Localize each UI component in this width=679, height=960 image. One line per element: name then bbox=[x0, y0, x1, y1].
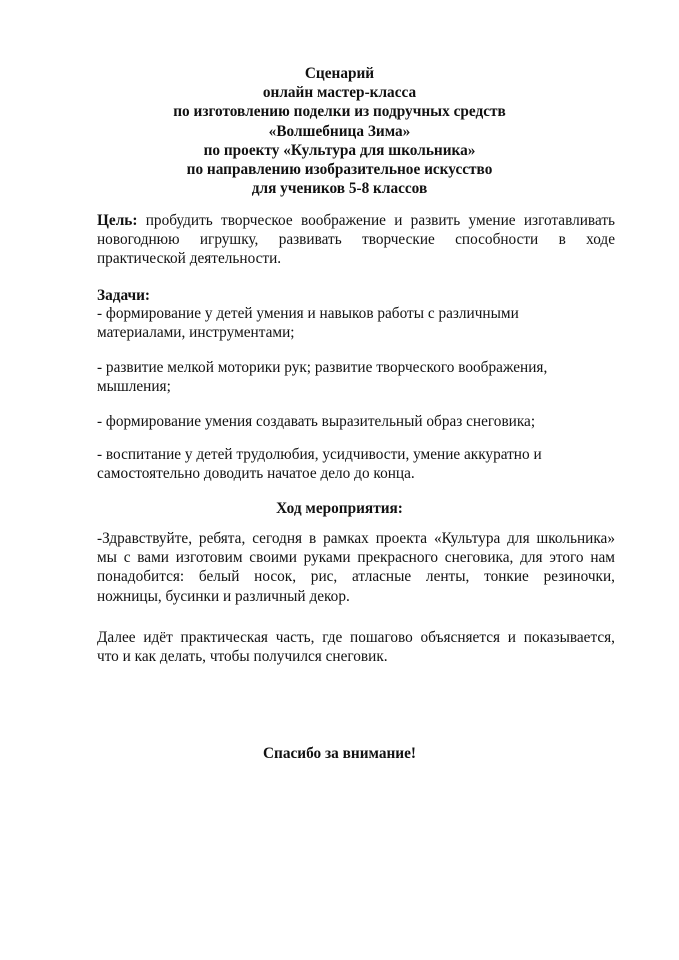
closing-text: Спасибо за внимание! bbox=[262, 745, 416, 762]
goal-text-line: новогоднюю игрушку, развивать творческие способности в ходе bbox=[97, 231, 615, 249]
task-line: - воспитание у детей трудолюбия, усидчивости, умение аккуратно и bbox=[97, 446, 542, 463]
event-paragraph bbox=[97, 529, 615, 606]
paragraph-line: что и как делать, чтобы получился снеговик. bbox=[97, 648, 388, 666]
task-line: мышления; bbox=[97, 378, 171, 396]
task-line: материалами, инструментами; bbox=[97, 324, 295, 342]
goal-paragraph bbox=[97, 211, 615, 269]
paragraph-line: Далее идёт практическая часть, где пошагово объясняется и показывается, bbox=[97, 629, 615, 646]
title-line: по проекту «Культура для школьника» bbox=[203, 141, 476, 159]
title-line: «Волшебница Зима» bbox=[268, 122, 411, 140]
goal-text-line: практической деятельности. bbox=[97, 250, 282, 268]
task-item bbox=[97, 304, 617, 342]
title-line: онлайн мастер-класса bbox=[262, 84, 417, 102]
title-line: Сценарий bbox=[304, 65, 375, 82]
paragraph-line: ножницы, бусинки и различный декор. bbox=[97, 587, 350, 605]
event-heading: Ход мероприятия: bbox=[276, 500, 403, 517]
paragraph-line: понадобится: белый носок, рис, атласные ленты, тонкие резиночки, bbox=[97, 568, 615, 586]
task-line: - формирование умения создавать выразительный образ снеговика; bbox=[97, 413, 536, 430]
task-line: - развитие мелкой моторики рук; развитие творческого воображения, bbox=[97, 359, 548, 376]
task-line: - формирование у детей умения и навыков работы с различными bbox=[97, 305, 519, 322]
task-line: самостоятельно доводить начатое дело до конца. bbox=[97, 465, 415, 483]
tasks-heading: Задачи: bbox=[97, 287, 151, 304]
document-title bbox=[0, 64, 679, 198]
paragraph-line: мы с вами изготовим своими руками прекрасного снеговика, для этого нам bbox=[97, 549, 615, 567]
practice-paragraph bbox=[97, 628, 615, 666]
task-item bbox=[97, 358, 617, 396]
task-item bbox=[97, 412, 617, 431]
title-line: по направлению изобразительное искусство bbox=[186, 161, 493, 179]
paragraph-line: -Здравствуйте, ребята, сегодня в рамках проекта «Культура для школьника» bbox=[97, 530, 615, 547]
task-item bbox=[97, 445, 617, 483]
goal-label: Цель: bbox=[97, 212, 138, 229]
title-line: по изготовлению поделки из подручных средств bbox=[173, 103, 506, 121]
goal-text-line: пробудить творческое воображение и развить умение изготавливать bbox=[145, 212, 616, 229]
title-line: для учеников 5-8 классов bbox=[251, 180, 428, 198]
